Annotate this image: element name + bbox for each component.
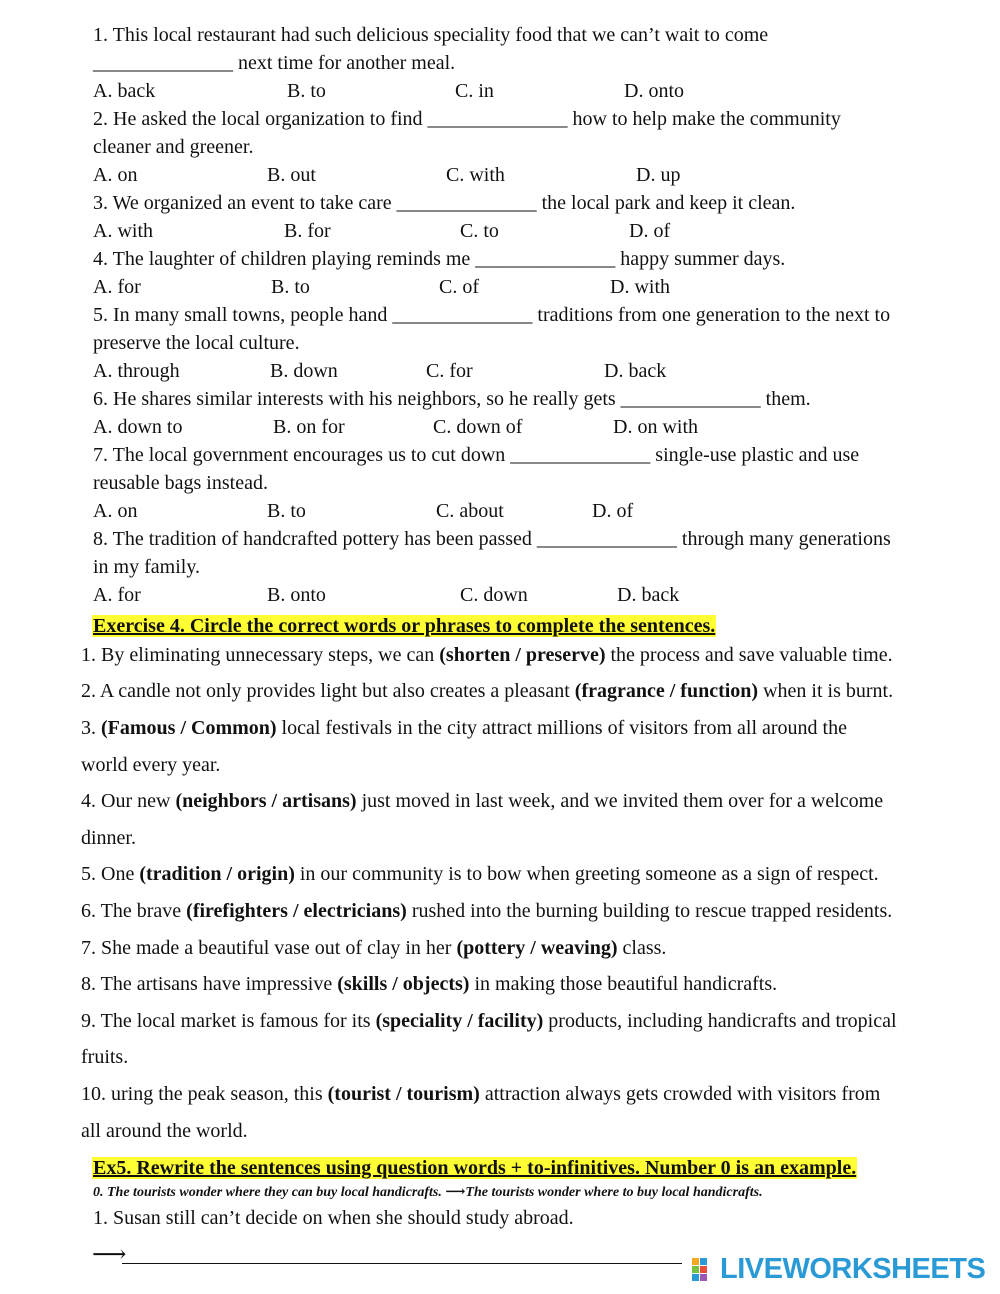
option-c[interactable]: C. in [455, 80, 494, 102]
option-a[interactable]: A. down to [93, 416, 183, 438]
option-c[interactable]: C. for [426, 360, 473, 382]
ex4-item-3-post: local festivals in the city attract millions of visitors from all around the [276, 717, 847, 739]
ex4-item-4-choice[interactable]: (neighbors / artisans) [175, 790, 357, 812]
question-7-text: 7. The local government encourages us to cut down ______________ single-use plastic and use [93, 444, 860, 466]
option-a[interactable]: A. through [93, 360, 180, 382]
ex4-item-8-pre: 8. The artisans have impressive [81, 973, 338, 995]
ex4-item-5-post: in our community is to bow when greeting someone as a sign of respect. [294, 863, 879, 885]
question-5-options [0, 359, 1000, 383]
ex4-item-3 [81, 716, 847, 740]
option-a[interactable]: A. for [93, 276, 141, 298]
ex4-item-9-choice[interactable]: (speciality / facility) [375, 1010, 544, 1032]
question-5-text-cont: preserve the local culture. [93, 332, 300, 354]
ex4-item-7-post: class. [617, 937, 667, 959]
ex4-item-1-pre: 1. By eliminating unnecessary steps, we can [81, 644, 440, 666]
ex4-item-8 [81, 972, 777, 996]
arrow-icon: ⟶ [92, 1242, 127, 1268]
option-b[interactable]: B. down [270, 360, 338, 382]
ex4-item-9-post: products, including handicrafts and tropical [543, 1010, 897, 1032]
question-6-options [0, 415, 1000, 439]
ex4-item-3-cont: world every year. [81, 754, 221, 776]
question-1-options [0, 79, 1000, 103]
ex4-item-2 [81, 679, 893, 703]
question-5-text: 5. In many small towns, people hand ______________ traditions from one generation to the next to [93, 304, 891, 326]
ex4-item-6-post: rushed into the burning building to rescue trapped residents. [406, 900, 893, 922]
question-8-options [0, 583, 1000, 607]
ex4-item-7 [81, 936, 666, 960]
option-d[interactable]: D. onto [624, 80, 684, 102]
ex4-item-1-post: the process and save valuable time. [605, 644, 893, 666]
ex4-item-1-choice[interactable]: (shorten / preserve) [439, 644, 606, 666]
question-2-options [0, 163, 1000, 187]
option-b[interactable]: B. out [267, 164, 316, 186]
option-b[interactable]: B. to [287, 80, 326, 102]
option-a[interactable]: A. for [93, 584, 141, 606]
ex4-item-10 [81, 1082, 880, 1106]
ex4-item-6-pre: 6. The brave [81, 900, 187, 922]
option-c[interactable]: C. about [436, 500, 504, 522]
option-d[interactable]: D. of [629, 220, 671, 242]
exercise-5-answer-field[interactable] [92, 1244, 682, 1266]
question-8-text: 8. The tradition of handcrafted pottery has been passed ______________ through many generations [93, 528, 891, 550]
ex4-item-5-pre: 5. One [81, 863, 140, 885]
option-c[interactable]: C. of [439, 276, 479, 298]
ex4-item-3-choice[interactable]: (Famous / Common) [101, 717, 277, 739]
question-7-text-cont: reusable bags instead. [93, 472, 268, 494]
ex4-item-10-choice[interactable]: (tourist / tourism) [327, 1083, 480, 1105]
exercise-5-title [92, 1156, 857, 1180]
question-3-text: 3. We organized an event to take care ______________ the local park and keep it clean. [93, 192, 796, 214]
ex4-item-7-choice[interactable]: (pottery / weaving) [456, 937, 618, 959]
option-b[interactable]: B. to [267, 500, 306, 522]
question-6-text: 6. He shares similar interests with his neighbors, so he really gets ______________ them. [93, 388, 811, 410]
option-b[interactable]: B. onto [267, 584, 326, 606]
option-d[interactable]: D. on with [613, 416, 698, 438]
ex4-item-2-choice[interactable]: (fragrance / function) [574, 680, 759, 702]
question-2-text-cont: cleaner and greener. [93, 136, 254, 158]
answer-underline[interactable] [122, 1263, 682, 1264]
ex4-item-4-pre: 4. Our new [81, 790, 176, 812]
question-1-text: 1. This local restaurant had such delicious speciality food that we can’t wait to come [93, 24, 769, 46]
ex4-item-6-choice[interactable]: (firefighters / electricians) [186, 900, 407, 922]
option-c[interactable]: C. down [460, 584, 528, 606]
ex4-item-4 [81, 789, 883, 813]
liveworksheets-logo [692, 1252, 992, 1286]
ex4-item-5 [81, 862, 879, 886]
exercise-4-title [92, 614, 716, 638]
ex4-item-4-cont: dinner. [81, 827, 136, 849]
ex4-item-6 [81, 899, 892, 923]
ex4-item-3-pre: 3. [81, 717, 101, 739]
option-a[interactable]: A. on [93, 500, 138, 522]
question-8-text-cont: in my family. [93, 556, 201, 578]
ex4-item-8-post: in making those beautiful handicrafts. [469, 973, 778, 995]
ex4-item-2-pre: 2. A candle not only provides light but also creates a pleasant [81, 680, 575, 702]
option-b[interactable]: B. on for [273, 416, 345, 438]
option-a[interactable]: A. back [93, 80, 156, 102]
ex4-item-9-pre: 9. The local market is famous for its [81, 1010, 376, 1032]
ex4-item-10-cont: all around the world. [81, 1120, 248, 1142]
ex4-item-8-choice[interactable]: (skills / objects) [337, 973, 470, 995]
option-c[interactable]: C. with [446, 164, 505, 186]
liveworksheets-logo-icon [692, 1258, 716, 1282]
question-4-options [0, 275, 1000, 299]
exercise-5-question-1: 1. Susan still can’t decide on when she should study abroad. [93, 1207, 574, 1229]
ex4-item-1 [81, 643, 893, 667]
ex4-item-2-post: when it is burnt. [758, 680, 894, 702]
ex4-item-10-pre: 10. uring the peak season, this [81, 1083, 328, 1105]
option-c[interactable]: C. to [460, 220, 499, 242]
question-4-text: 4. The laughter of children playing reminds me ______________ happy summer days. [93, 248, 786, 270]
ex4-item-4-post: just moved in last week, and we invited them over for a welcome [356, 790, 884, 812]
option-a[interactable]: A. with [93, 220, 153, 242]
option-d[interactable]: D. back [617, 584, 680, 606]
option-d[interactable]: D. of [592, 500, 634, 522]
question-7-options [0, 499, 1000, 523]
exercise-5-example: 0. The tourists wonder where they can buy local handicrafts. ⟶The tourists wonder where to buy local handicrafts. [93, 1185, 763, 1200]
ex4-item-10-post: attraction always gets crowded with visitors from [479, 1083, 881, 1105]
question-2-text: 2. He asked the local organization to find ______________ how to help make the community [93, 108, 841, 130]
ex4-item-9-cont: fruits. [81, 1046, 129, 1068]
option-b[interactable]: B. to [271, 276, 310, 298]
option-a[interactable]: A. on [93, 164, 138, 186]
ex4-item-5-choice[interactable]: (tradition / origin) [139, 863, 295, 885]
exercise-5-heading: Ex5. Rewrite the sentences using question words + to-infinitives. Number 0 is an example. [93, 1157, 857, 1179]
ex4-item-7-pre: 7. She made a beautiful vase out of clay in her [81, 937, 457, 959]
question-3-options [0, 219, 1000, 243]
option-b[interactable]: B. for [284, 220, 331, 242]
exercise-4-heading: Exercise 4. Circle the correct words or phrases to complete the sentences. [93, 615, 716, 637]
ex4-item-9 [81, 1009, 897, 1033]
option-d[interactable]: D. back [604, 360, 667, 382]
option-c[interactable]: C. down of [433, 416, 523, 438]
option-d[interactable]: D. up [636, 164, 681, 186]
question-1-text-cont: ______________ next time for another meal. [93, 52, 456, 74]
option-d[interactable]: D. with [610, 276, 670, 298]
liveworksheets-logo-text: LIVEWORKSHEETS [720, 1253, 986, 1285]
